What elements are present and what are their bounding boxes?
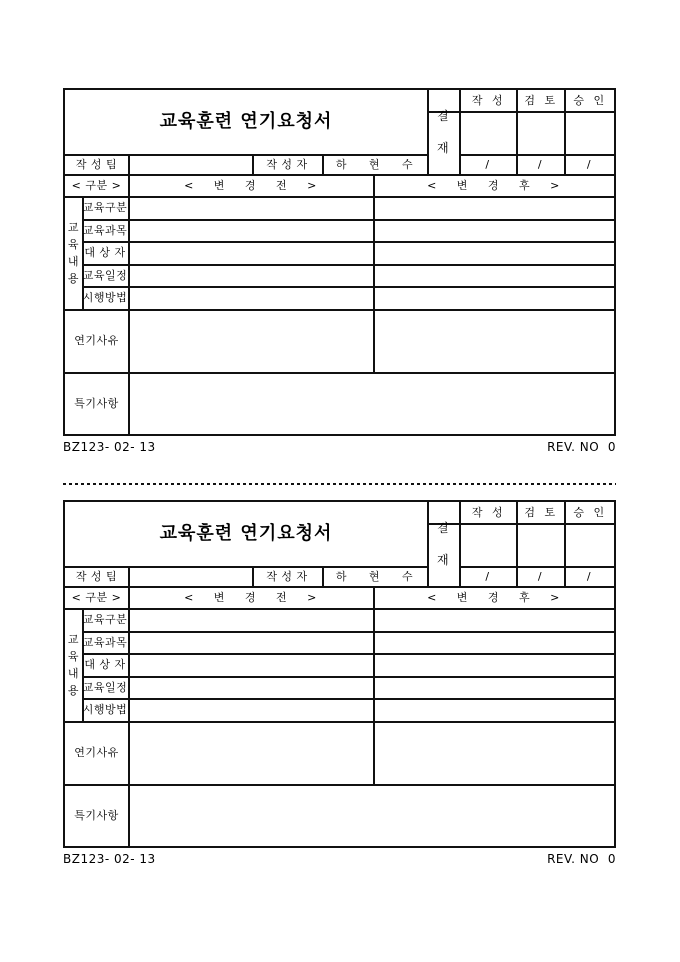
approval-column-review: 검 토 [524, 94, 556, 107]
group-char-2: 육 [67, 237, 80, 251]
form-sheet [63, 500, 616, 848]
writer-name-value: 하 현 수 [335, 157, 414, 171]
writer-name-value: 하 현 수 [335, 569, 414, 583]
after-cell-implementation-method[interactable] [373, 698, 614, 721]
row-label-education-type: 교육구분 [82, 613, 128, 626]
row-label-implementation-method: 시행방법 [82, 703, 128, 716]
education-content-group-label [65, 196, 82, 309]
approval-stamp-char-1: 결 [436, 521, 450, 535]
before-cell-education-schedule[interactable] [128, 264, 373, 286]
before-cell-implementation-method[interactable] [128, 286, 373, 309]
date-cell-approve[interactable]: / [586, 569, 592, 583]
training-postponement-request-form [63, 88, 616, 454]
group-char-1: 교 [67, 632, 80, 646]
before-change-header: < 변 경 전 > [184, 590, 317, 604]
after-change-header: < 변 경 후 > [427, 590, 560, 604]
after-cell-education-subject[interactable] [373, 219, 614, 241]
after-cell-target-person[interactable] [373, 241, 614, 264]
form-sheet [63, 88, 616, 436]
row-label-education-subject: 교육과목 [82, 223, 128, 237]
group-char-3: 내 [67, 254, 80, 268]
team-value-cell[interactable] [128, 566, 252, 586]
signature-cell-approve[interactable] [564, 523, 614, 566]
approval-stamp-char-2: 재 [436, 141, 450, 155]
signature-cell-review[interactable] [516, 111, 564, 154]
row-label-implementation-method: 시행방법 [82, 291, 128, 304]
form-title: 교육훈련 연기요청서 [159, 111, 333, 132]
signature-cell-prepare[interactable] [459, 523, 516, 566]
group-char-1: 교 [67, 220, 80, 234]
postponement-reason-label: 연기사유 [74, 334, 119, 347]
before-cell-education-subject[interactable] [128, 631, 373, 653]
row-label-education-schedule: 교육일정 [82, 680, 128, 694]
approval-stamp-label [427, 502, 459, 586]
date-cell-review[interactable]: / [537, 157, 543, 171]
after-cell-education-type[interactable] [373, 196, 614, 219]
revision-number: REV. NO 0 [547, 852, 616, 866]
before-cell-education-type[interactable] [128, 608, 373, 631]
after-cell-target-person[interactable] [373, 653, 614, 676]
form-title: 교육훈련 연기요청서 [159, 523, 333, 544]
form-footer [63, 852, 616, 866]
before-cell-education-schedule[interactable] [128, 676, 373, 698]
cut-separator-dashed-line [63, 483, 616, 485]
special-notes-cell[interactable] [128, 372, 614, 434]
writer-label: 작 성 자 [266, 569, 308, 583]
approval-column-approve: 승 인 [573, 94, 605, 107]
signature-cell-approve[interactable] [564, 111, 614, 154]
document-number: BZ123- 02- 13 [63, 440, 156, 454]
group-char-4: 용 [67, 271, 80, 285]
after-cell-education-type[interactable] [373, 608, 614, 631]
team-label: 작 성 팀 [75, 569, 118, 583]
special-notes-cell[interactable] [128, 784, 614, 846]
approval-stamp-label [427, 90, 459, 174]
row-label-target-person: 대 상 자 [84, 658, 126, 671]
team-label: 작 성 팀 [75, 157, 118, 171]
writer-label: 작 성 자 [266, 157, 308, 171]
document-number: BZ123- 02- 13 [63, 852, 156, 866]
team-value-cell[interactable] [128, 154, 252, 174]
approval-column-prepare: 작 성 [471, 506, 504, 519]
training-postponement-request-form [63, 500, 616, 866]
row-label-education-subject: 교육과목 [82, 635, 128, 649]
revision-number: REV. NO 0 [547, 440, 616, 454]
after-cell-education-schedule[interactable] [373, 676, 614, 698]
postponement-reason-after-cell[interactable] [373, 309, 614, 372]
signature-cell-review[interactable] [516, 523, 564, 566]
row-label-education-schedule: 교육일정 [82, 268, 128, 282]
form-copy-top [63, 88, 616, 454]
after-change-header: < 변 경 후 > [427, 178, 560, 192]
postponement-reason-before-cell[interactable] [128, 309, 373, 372]
before-cell-education-subject[interactable] [128, 219, 373, 241]
form-footer [63, 440, 616, 454]
special-notes-label: 특기사항 [74, 396, 119, 410]
date-cell-review[interactable]: / [537, 569, 543, 583]
row-label-education-type: 교육구분 [82, 201, 128, 214]
date-cell-prepare[interactable]: / [485, 569, 490, 583]
before-change-header: < 변 경 전 > [184, 178, 317, 192]
postponement-reason-label: 연기사유 [74, 746, 119, 759]
before-cell-target-person[interactable] [128, 653, 373, 676]
before-cell-education-type[interactable] [128, 196, 373, 219]
approval-column-approve: 승 인 [573, 506, 605, 519]
before-cell-implementation-method[interactable] [128, 698, 373, 721]
after-cell-education-schedule[interactable] [373, 264, 614, 286]
after-cell-implementation-method[interactable] [373, 286, 614, 309]
approval-column-review: 검 토 [524, 506, 556, 519]
postponement-reason-before-cell[interactable] [128, 721, 373, 784]
approval-column-prepare: 작 성 [471, 94, 504, 107]
special-notes-label: 특기사항 [74, 808, 119, 822]
group-char-4: 용 [67, 683, 80, 697]
category-header: < 구분 > [71, 178, 122, 192]
approval-stamp-char-1: 결 [436, 109, 450, 123]
category-header: < 구분 > [71, 590, 122, 604]
education-content-group-label [65, 608, 82, 721]
signature-cell-prepare[interactable] [459, 111, 516, 154]
date-cell-approve[interactable]: / [586, 157, 592, 171]
form-copy-bottom [63, 500, 616, 866]
group-char-3: 내 [67, 666, 80, 680]
group-char-2: 육 [67, 649, 80, 663]
row-label-target-person: 대 상 자 [84, 246, 126, 259]
date-cell-prepare[interactable]: / [485, 157, 490, 171]
approval-stamp-char-2: 재 [436, 553, 450, 567]
before-cell-target-person[interactable] [128, 241, 373, 264]
after-cell-education-subject[interactable] [373, 631, 614, 653]
postponement-reason-after-cell[interactable] [373, 721, 614, 784]
